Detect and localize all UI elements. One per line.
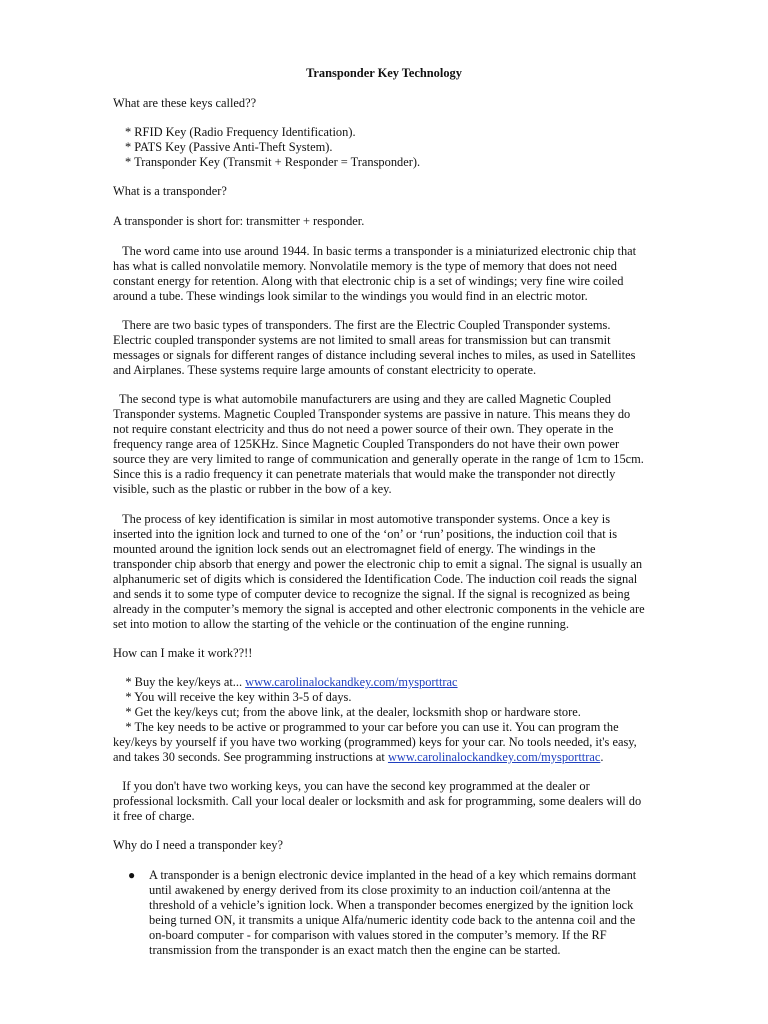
list-item: * Transponder Key (Transmit + Responder = Transponder). (125, 155, 421, 169)
paragraph-line: transponder chip absorb that energy and power the electronic chip to emit a signal. The signal is usually an (113, 557, 643, 571)
paragraph-line: Since this is a radio frequency it can penetrate materials that would make the transponder not directly (113, 467, 616, 481)
paragraph-line: frequency range area of 125KHz. Since Magnetic Coupled Transponders do not have their own power (113, 437, 620, 451)
store-link[interactable]: www.carolinalockandkey.com/mysporttrac (245, 675, 458, 689)
paragraph-line: already in the computer’s memory the signal is accepted and other electronic components in the vehicle are (113, 602, 645, 616)
bullet-line: until awakened by energy derived from its close proximity to an induction coil/antenna at the (149, 883, 611, 897)
paragraph-line: and Airplanes. These systems require large amounts of constant electricity to operate. (113, 363, 537, 377)
step-program-cont (113, 750, 603, 765)
paragraph-line: around a tube. These windings look similar to the windings you would find in an electric motor. (113, 289, 588, 303)
bullet-line: being turned ON, it transmits a unique Alfa/numeric identity code back to the antenna coil and the (149, 913, 636, 927)
paragraph-line: A transponder is short for: transmitter + responder. (113, 214, 365, 228)
paragraph-line: alphanumeric set of digits which is considered the Identification Code. The induction coil reads the signal (113, 572, 638, 586)
list-item: * RFID Key (Radio Frequency Identification). (125, 125, 356, 139)
paragraph-line: The process of key identification is similar in most automotive transponder systems. Once a key is (113, 512, 611, 526)
paragraph-line: If you don't have two working keys, you can have the second key programmed at the dealer or (113, 779, 590, 793)
question-heading: How can I make it work??!! (113, 646, 253, 660)
paragraph-line: constant energy for retention. Along with that electronic chip is a set of windings; very fine wire coiled (113, 274, 624, 288)
programming-link[interactable]: www.carolinalockandkey.com/mysporttrac (387, 750, 601, 764)
paragraph-line: has what is called nonvolatile memory. Nonvolatile memory is the type of memory that does not need (113, 259, 617, 273)
paragraph-line: messages or signals for different ranges of distance including several inches to miles, as used in Satellites (113, 348, 636, 362)
paragraph-line: not require constant electricity and thus do not need a power source of their own. They operate in the (113, 422, 614, 436)
step-program-cont: key/keys by yourself if you have two working (programmed) keys for your car. No tools needed, it's easy, (113, 735, 637, 749)
paragraph-line: mounted around the ignition lock sends out an electromagnet field of energy. The windings in the (113, 542, 596, 556)
paragraph-line: There are two basic types of transponders. The first are the Electric Coupled Transponder systems. (113, 318, 611, 332)
step-program-text: and takes 30 seconds. See programming instructions at (113, 750, 388, 764)
paragraph-line: Transponder systems. Magnetic Coupled Transponder systems are passive in nature. This means they do (113, 407, 631, 421)
step-buy (113, 675, 458, 690)
question-heading: What is a transponder? (113, 184, 227, 198)
paragraph-line: source they are very limited to range of communication and generally operate in the range of 1cm to 15cm. (113, 452, 644, 466)
bullet-line: A transponder is a benign electronic device implanted in the head of a key which remains dormant (149, 868, 637, 882)
paragraph-line: set into motion to allow the starting of the vehicle or the continuation of the engine running. (113, 617, 569, 631)
paragraph-line: it free of charge. (113, 809, 195, 823)
question-heading: Why do I need a transponder key? (113, 838, 283, 852)
paragraph-line: professional locksmith. Call your local dealer or locksmith and ask for programming, some dealers will do (113, 794, 642, 808)
list-item: * PATS Key (Passive Anti-Theft System). (125, 140, 333, 154)
paragraph-line: inserted into the ignition lock and turned to one of the ‘on’ or ‘run’ positions, the induction coil that is (113, 527, 618, 541)
step-buy-text: * Buy the key/keys at... (113, 675, 246, 689)
paragraph-line: Electric coupled transponder systems are not limited to small areas for transmission but can transmit (113, 333, 611, 347)
paragraph-line: visible, such as the plastic or rubber in the bow of a key. (113, 482, 392, 496)
step-cut: * Get the key/keys cut; from the above link, at the dealer, locksmith shop or hardware store. (113, 705, 581, 719)
paragraph-line: The second type is what automobile manufacturers are using and they are called Magnetic Coupled (113, 392, 611, 406)
paragraph-line: The word came into use around 1944. In basic terms a transponder is a miniaturized electronic chip that (113, 244, 637, 258)
page-title: Transponder Key Technology (306, 66, 462, 80)
bullet-line: threshold of a vehicle’s ignition lock. When a transponder becomes energized by the ignition lock (149, 898, 634, 912)
bullet-line: on-board computer - for comparison with values stored in the computer’s memory. If the RF (149, 928, 607, 942)
step-program-period: . (600, 750, 604, 764)
question-heading: What are these keys called?? (113, 96, 257, 110)
bullet-icon: ● (128, 868, 136, 882)
step-program: * The key needs to be active or programmed to your car before you can use it. You can program the (113, 720, 619, 734)
paragraph-line: and sends it to some type of computer device to recognize the signal. If the signal is recognized as being (113, 587, 630, 601)
step-receive: * You will receive the key within 3-5 of days. (113, 690, 352, 704)
bullet-line: transmission from the transponder is an exact match then the engine can be started. (149, 943, 561, 957)
